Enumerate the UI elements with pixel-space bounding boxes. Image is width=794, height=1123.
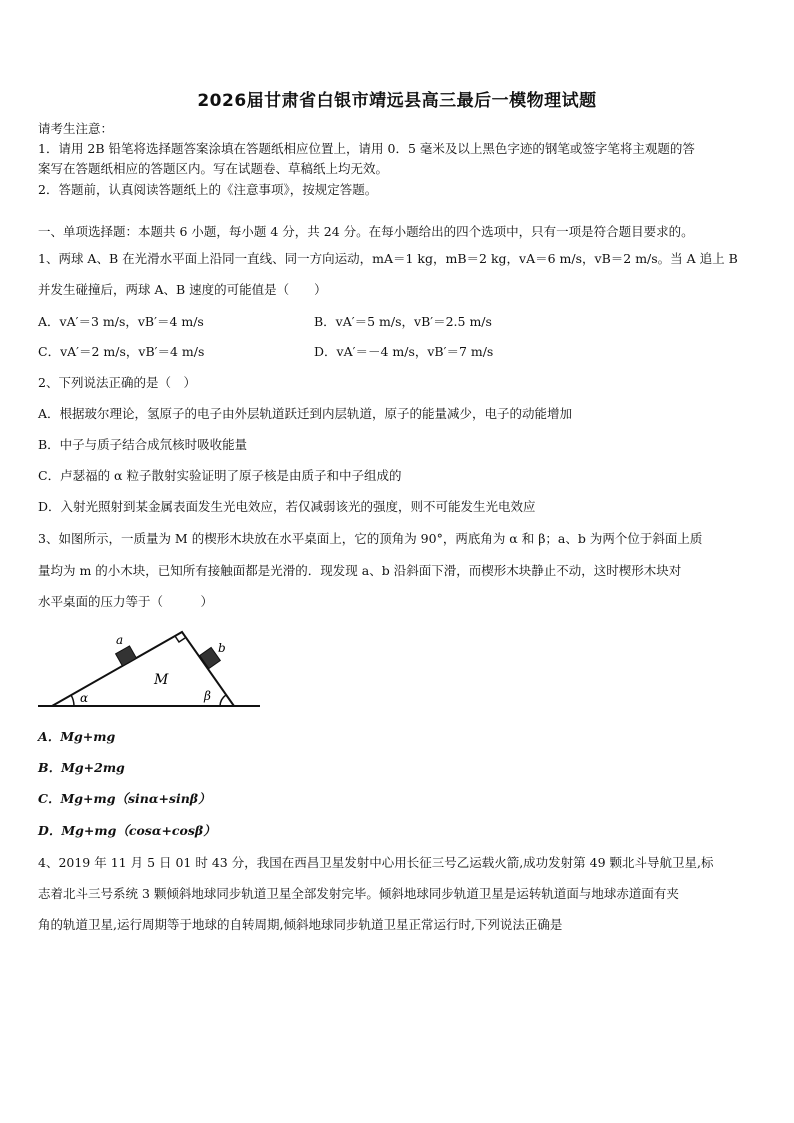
question-2-option-c: C．卢瑟福的 α 粒子散射实验证明了原子核是由质子和中子组成的: [38, 468, 402, 483]
block-a: [116, 646, 137, 666]
alpha-arc: [71, 695, 74, 706]
page-title: 2026届甘肃省白银市靖远县高三最后一模物理试题: [197, 91, 597, 111]
question-3-line-3: 水平桌面的压力等于（ ）: [38, 594, 214, 609]
notice-item-1-line-2: 案写在答题纸相应的答题区内。写在试题卷、草稿纸上均无效。: [38, 161, 389, 176]
label-a: a: [116, 633, 124, 647]
question-2-option-b: B．中子与质子结合成氘核时吸收能量: [38, 437, 248, 452]
question-3-option-b: B．Mg+2mg: [38, 760, 125, 775]
wedge-figure: [38, 624, 268, 714]
question-3-option-a: A．Mg+mg: [38, 729, 116, 744]
question-3-option-c: C．Mg+mg（sinα+sinβ）: [38, 791, 211, 806]
question-2-option-d: D．入射光照射到某金属表面发生光电效应，若仅减弱该光的强度，则不可能发生光电效应: [38, 499, 536, 514]
label-m: M: [154, 672, 169, 688]
beta-arc: [220, 695, 226, 706]
question-4-line-2: 志着北斗三号系统 3 颗倾斜地球同步轨道卫星全部发射完毕。倾斜地球同步轨道卫星是运转轨道面与地球赤道面有夹: [38, 886, 679, 901]
question-4-line-3: 角的轨道卫星,运行周期等于地球的自转周期,倾斜地球同步轨道卫星正常运行时,下列说法正确是: [38, 917, 563, 932]
question-1-option-c: C．vA′＝2 m/s，vB′＝4 m/s: [38, 344, 205, 359]
question-1-option-b: B．vA′＝5 m/s，vB′＝2.5 m/s: [314, 314, 492, 329]
question-1-option-a: A．vA′＝3 m/s，vB′＝4 m/s: [38, 314, 204, 329]
question-3-option-d: D．Mg+mg（cosα+cosβ）: [38, 823, 216, 838]
label-alpha: α: [80, 691, 89, 705]
question-4-line-1: 4、2019 年 11 月 5 日 01 时 43 分，我国在西昌卫星发射中心用长征三号乙运载火箭,成功发射第 49 颗北斗导航卫星,标: [38, 855, 714, 870]
label-b: b: [218, 641, 226, 655]
notice-heading: 请考生注意：: [38, 121, 114, 136]
question-1-line-2: 并发生碰撞后，两球 A、B 速度的可能值是（ ）: [38, 282, 327, 297]
section-heading: 一、单项选择题：本题共 6 小题，每小题 4 分，共 24 分。在每小题给出的四个选项中，只有一项是符合题目要求的。: [38, 224, 694, 239]
label-beta: β: [204, 689, 211, 703]
question-3-line-2: 量均为 m 的小木块，已知所有接触面都是光滑的．现发现 a、b 沿斜面下滑，而楔形木块静止不动，这时楔形木块对: [38, 563, 682, 578]
question-1-option-d: D．vA′＝－4 m/s，vB′＝7 m/s: [314, 344, 494, 359]
notice-item-2: 2．答题前，认真阅读答题纸上的《注意事项》，按规定答题。: [38, 182, 378, 197]
question-1-line-1: 1、两球 A、B 在光滑水平面上沿同一直线、同一方向运动，mA＝1 kg，mB＝2 kg，vA＝6 m/s，vB＝2 m/s。当 A 追上 B: [38, 251, 738, 266]
question-3-line-1: 3、如图所示，一质量为 M 的楔形木块放在水平桌面上，它的顶角为 90°，两底角为 α 和 β；a、b 为两个位于斜面上质: [38, 531, 703, 546]
question-2-option-a: A．根据玻尔理论，氢原子的电子由外层轨道跃迁到内层轨道，原子的能量减少，电子的动能增加: [38, 406, 573, 421]
question-2-stem: 2、下列说法正确的是（ ）: [38, 375, 196, 390]
notice-item-1-line-1: 1．请用 2B 铅笔将选择题答案涂填在答题纸相应位置上，请用 0．5 毫米及以上黑色字迹的钢笔或签字笔将主观题的答: [38, 141, 695, 156]
right-angle-mark: [175, 636, 185, 642]
